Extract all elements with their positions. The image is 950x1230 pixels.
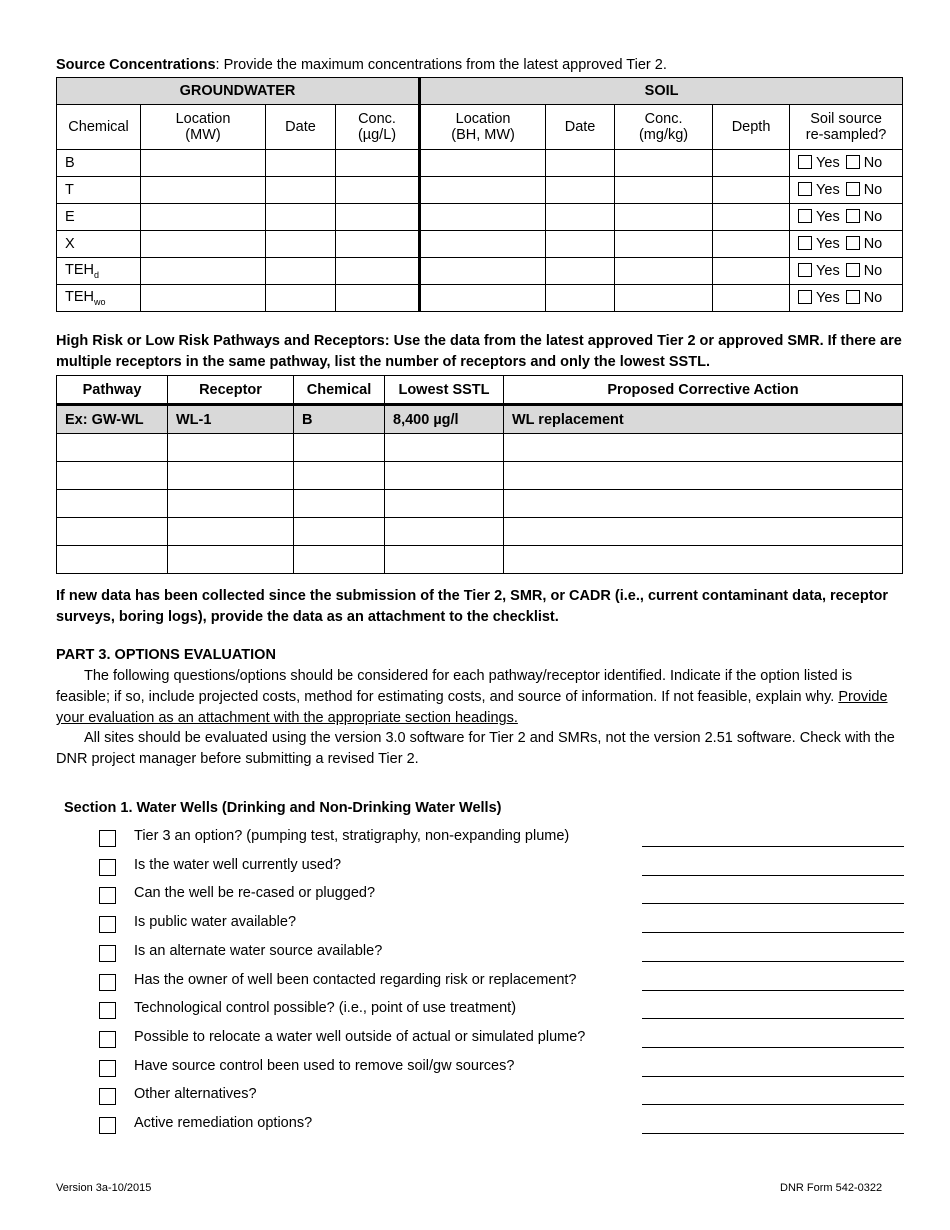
no-checkbox[interactable] bbox=[846, 182, 860, 196]
gw-conc-cell[interactable] bbox=[336, 150, 420, 177]
chemical-row bbox=[57, 177, 903, 204]
col-receptor: Receptor bbox=[168, 376, 294, 405]
yes-label: Yes bbox=[816, 155, 840, 171]
pathway-cell[interactable] bbox=[57, 434, 168, 462]
resampled-cell bbox=[790, 231, 903, 258]
answer-line[interactable] bbox=[642, 1133, 904, 1134]
yes-checkbox[interactable] bbox=[798, 236, 812, 250]
pathway-entry-row bbox=[57, 518, 903, 546]
sstl-cell[interactable] bbox=[385, 546, 504, 574]
option-checkbox[interactable] bbox=[99, 916, 116, 933]
gw-conc-cell[interactable] bbox=[336, 258, 420, 285]
chemical-row bbox=[57, 231, 903, 258]
chemical-symbol: B bbox=[65, 155, 75, 171]
answer-line[interactable] bbox=[642, 875, 904, 876]
soil-conc-cell[interactable] bbox=[615, 258, 713, 285]
yes-checkbox[interactable] bbox=[798, 155, 812, 169]
gw-location-cell[interactable] bbox=[141, 231, 266, 258]
col-soil-conc-line1: Conc. bbox=[644, 111, 683, 127]
answer-line[interactable] bbox=[642, 990, 904, 991]
col-chemical: Chemical bbox=[294, 376, 385, 405]
depth-cell[interactable] bbox=[713, 150, 790, 177]
soil-conc-cell[interactable] bbox=[615, 231, 713, 258]
no-label: No bbox=[863, 209, 883, 225]
source-heading-bold: Source Concentrations bbox=[56, 57, 216, 73]
option-label: Have source control been used to remove soil/gw sources? bbox=[134, 1057, 515, 1074]
option-label: Is an alternate water source available? bbox=[134, 942, 383, 959]
part3-para1-underlined: Provide your evaluation as an attachment with the appropriate section headings. bbox=[56, 689, 888, 726]
checklist-item bbox=[99, 1115, 904, 1144]
soil-conc-cell[interactable] bbox=[615, 177, 713, 204]
checklist-item bbox=[99, 1058, 904, 1087]
soil-location-cell[interactable] bbox=[420, 177, 546, 204]
soil-location-cell[interactable] bbox=[420, 204, 546, 231]
yes-checkbox[interactable] bbox=[798, 290, 812, 304]
col-chemical: Chemical bbox=[57, 105, 141, 150]
soil-date-cell[interactable] bbox=[546, 177, 615, 204]
gw-conc-cell[interactable] bbox=[336, 285, 420, 312]
answer-line[interactable] bbox=[642, 1076, 904, 1077]
answer-line[interactable] bbox=[642, 932, 904, 933]
col-pathway: Pathway bbox=[57, 376, 168, 405]
option-checkbox[interactable] bbox=[99, 974, 116, 991]
resampled-cell bbox=[790, 285, 903, 312]
checklist-item bbox=[99, 828, 904, 857]
yes-checkbox[interactable] bbox=[798, 209, 812, 223]
part3-paragraph-1 bbox=[56, 666, 906, 729]
option-checkbox[interactable] bbox=[99, 1031, 116, 1048]
gw-date-cell[interactable] bbox=[266, 231, 336, 258]
depth-cell[interactable] bbox=[713, 258, 790, 285]
chemical-name bbox=[57, 150, 141, 177]
chemical-name bbox=[57, 177, 141, 204]
gw-location-cell[interactable] bbox=[141, 204, 266, 231]
resampled-cell bbox=[790, 258, 903, 285]
example-pathway: Ex: GW-WL bbox=[57, 405, 168, 434]
chemical-symbol: X bbox=[65, 236, 75, 252]
col-resampled-line2: re-sampled? bbox=[805, 127, 887, 143]
resampled-cell bbox=[790, 204, 903, 231]
no-label: No bbox=[863, 155, 883, 171]
chemical-name bbox=[57, 204, 141, 231]
pathway-entry-row bbox=[57, 462, 903, 490]
answer-line[interactable] bbox=[642, 903, 904, 904]
chemical-subscript: d bbox=[94, 269, 100, 280]
groundwater-header: GROUNDWATER bbox=[57, 78, 420, 105]
option-label: Has the owner of well been contacted regarding risk or replacement? bbox=[134, 971, 577, 988]
receptor-cell[interactable] bbox=[168, 518, 294, 546]
pathway-entry-row bbox=[57, 546, 903, 574]
chemical-row bbox=[57, 204, 903, 231]
col-gw-location-line2: (MW) bbox=[185, 127, 221, 143]
gw-location-cell[interactable] bbox=[141, 285, 266, 312]
checklist-item bbox=[99, 1029, 904, 1058]
col-resampled-line1: Soil source bbox=[810, 111, 882, 127]
col-soil-date: Date bbox=[546, 105, 615, 150]
col-soil-location-line1: Location bbox=[455, 111, 511, 127]
answer-line[interactable] bbox=[642, 961, 904, 962]
col-gw-date: Date bbox=[266, 105, 336, 150]
option-label: Tier 3 an option? (pumping test, stratigraphy, non-expanding plume) bbox=[134, 828, 570, 844]
receptor-cell[interactable] bbox=[168, 546, 294, 574]
part3-title: PART 3. OPTIONS EVALUATION bbox=[56, 647, 276, 663]
soil-header: SOIL bbox=[420, 78, 903, 105]
option-checkbox[interactable] bbox=[99, 1117, 116, 1134]
new-data-note: If new data has been collected since the submission of the Tier 2, SMR, or CADR (i.e., current contaminant data, receptor surveys, boring logs), provide the data as an attachment to the checklist. bbox=[56, 588, 889, 625]
soil-location-cell[interactable] bbox=[420, 231, 546, 258]
option-label: Can the well be re-cased or plugged? bbox=[134, 885, 376, 902]
option-label: Is public water available? bbox=[134, 914, 297, 931]
soil-date-cell[interactable] bbox=[546, 258, 615, 285]
no-checkbox[interactable] bbox=[846, 155, 860, 169]
option-checkbox[interactable] bbox=[99, 830, 116, 847]
soil-date-cell[interactable] bbox=[546, 285, 615, 312]
yes-label: Yes bbox=[816, 290, 840, 306]
col-depth: Depth bbox=[713, 105, 790, 150]
option-checkbox[interactable] bbox=[99, 945, 116, 962]
gw-location-cell[interactable] bbox=[141, 150, 266, 177]
chemical-subscript: wo bbox=[94, 296, 106, 307]
pathway-cell[interactable] bbox=[57, 490, 168, 518]
col-lowest-sstl: Lowest SSTL bbox=[385, 376, 504, 405]
col-gw-conc-line2: (µg/L) bbox=[357, 127, 397, 143]
action-cell[interactable] bbox=[504, 434, 903, 462]
option-checkbox[interactable] bbox=[99, 1002, 116, 1019]
no-label: No bbox=[863, 263, 883, 279]
checklist-item bbox=[99, 1086, 904, 1115]
option-label: Possible to relocate a water well outside of actual or simulated plume? bbox=[134, 1028, 586, 1045]
col-gw-conc-line1: Conc. bbox=[358, 111, 396, 127]
receptor-cell[interactable] bbox=[168, 490, 294, 518]
checklist-item bbox=[99, 943, 904, 972]
no-checkbox[interactable] bbox=[846, 209, 860, 223]
chemical-row bbox=[57, 285, 903, 312]
chemical-cell[interactable] bbox=[294, 490, 385, 518]
footer-form-number: DNR Form 542-0322 bbox=[780, 1182, 883, 1194]
sstl-cell[interactable] bbox=[385, 490, 504, 518]
col-gw-location bbox=[141, 105, 266, 150]
action-cell[interactable] bbox=[504, 490, 903, 518]
source-concentrations-heading bbox=[56, 57, 667, 73]
soil-location-cell[interactable] bbox=[420, 150, 546, 177]
no-label: No bbox=[863, 182, 883, 198]
checklist-item bbox=[99, 914, 904, 943]
gw-date-cell[interactable] bbox=[266, 258, 336, 285]
option-checkbox[interactable] bbox=[99, 859, 116, 876]
option-label: Is the water well currently used? bbox=[134, 856, 342, 873]
yes-checkbox[interactable] bbox=[798, 182, 812, 196]
depth-cell[interactable] bbox=[713, 177, 790, 204]
option-label: Technological control possible? (i.e., point of use treatment) bbox=[134, 1000, 517, 1017]
resampled-cell bbox=[790, 150, 903, 177]
section1-title: Section 1. Water Wells (Drinking and Non-Drinking Water Wells) bbox=[64, 800, 502, 816]
no-label: No bbox=[863, 236, 883, 252]
chemical-name bbox=[57, 258, 141, 285]
example-action: WL replacement bbox=[504, 405, 903, 434]
yes-checkbox[interactable] bbox=[798, 263, 812, 277]
no-checkbox[interactable] bbox=[846, 263, 860, 277]
option-checkbox[interactable] bbox=[99, 887, 116, 904]
source-concentrations-table bbox=[56, 77, 903, 312]
soil-conc-cell[interactable] bbox=[615, 150, 713, 177]
soil-date-cell[interactable] bbox=[546, 231, 615, 258]
yes-label: Yes bbox=[816, 263, 840, 279]
pathway-cell[interactable] bbox=[57, 518, 168, 546]
answer-line[interactable] bbox=[642, 1104, 904, 1105]
chemical-row bbox=[57, 258, 903, 285]
chemical-row bbox=[57, 150, 903, 177]
checklist-item bbox=[99, 1000, 904, 1029]
chemical-cell[interactable] bbox=[294, 462, 385, 490]
example-sstl: 8,400 µg/l bbox=[385, 405, 504, 434]
gw-date-cell[interactable] bbox=[266, 150, 336, 177]
col-gw-location-line1: Location bbox=[175, 111, 231, 127]
sstl-cell[interactable] bbox=[385, 434, 504, 462]
chemical-cell[interactable] bbox=[294, 546, 385, 574]
resampled-cell bbox=[790, 177, 903, 204]
col-soil-location bbox=[420, 105, 546, 150]
answer-line[interactable] bbox=[642, 846, 904, 847]
pathway-entry-row bbox=[57, 434, 903, 462]
yes-label: Yes bbox=[816, 236, 840, 252]
sstl-cell[interactable] bbox=[385, 462, 504, 490]
action-cell[interactable] bbox=[504, 518, 903, 546]
no-label: No bbox=[863, 290, 883, 306]
soil-conc-cell[interactable] bbox=[615, 204, 713, 231]
gw-date-cell[interactable] bbox=[266, 285, 336, 312]
receptor-cell[interactable] bbox=[168, 434, 294, 462]
part3-para1-text: The following questions/options should be considered for each pathway/receptor identified. Indicate if the option listed is feasible; if so, include projected costs, method for estimating costs, and source of information. If not feasible, explain why. bbox=[56, 668, 853, 705]
soil-conc-cell[interactable] bbox=[615, 285, 713, 312]
pathways-table bbox=[56, 375, 903, 574]
chemical-cell[interactable] bbox=[294, 518, 385, 546]
pathway-cell[interactable] bbox=[57, 462, 168, 490]
source-heading-rest: : Provide the maximum concentrations from the latest approved Tier 2. bbox=[215, 57, 667, 73]
pathways-heading: High Risk or Low Risk Pathways and Receptors: Use the data from the latest approved Tier 2 or approved SMR. If there are multiple receptors in the same pathway, list the number of receptors and only the lowest SSTL. bbox=[56, 333, 902, 370]
pathway-cell[interactable] bbox=[57, 546, 168, 574]
col-soil-location-line2: (BH, MW) bbox=[451, 127, 515, 143]
no-checkbox[interactable] bbox=[846, 236, 860, 250]
receptor-cell[interactable] bbox=[168, 462, 294, 490]
option-checkbox[interactable] bbox=[99, 1060, 116, 1077]
col-soil-conc bbox=[615, 105, 713, 150]
chemical-symbol: E bbox=[65, 209, 75, 225]
gw-conc-cell[interactable] bbox=[336, 177, 420, 204]
depth-cell[interactable] bbox=[713, 285, 790, 312]
option-checkbox[interactable] bbox=[99, 1088, 116, 1105]
checklist-item bbox=[99, 972, 904, 1001]
gw-conc-cell[interactable] bbox=[336, 204, 420, 231]
chemical-symbol: TEH bbox=[65, 289, 94, 306]
chemical-symbol: T bbox=[65, 182, 74, 198]
part3-paragraph-2: All sites should be evaluated using the version 3.0 software for Tier 2 and SMRs, not the version 2.51 software. Check with the DNR project manager before submitting a revised Tier 2. bbox=[56, 730, 895, 767]
col-resampled bbox=[790, 105, 903, 150]
soil-location-cell[interactable] bbox=[420, 285, 546, 312]
gw-conc-cell[interactable] bbox=[336, 231, 420, 258]
checklist-item bbox=[99, 857, 904, 886]
yes-label: Yes bbox=[816, 182, 840, 198]
gw-date-cell[interactable] bbox=[266, 177, 336, 204]
action-cell[interactable] bbox=[504, 462, 903, 490]
yes-label: Yes bbox=[816, 209, 840, 225]
answer-line[interactable] bbox=[642, 1047, 904, 1048]
answer-line[interactable] bbox=[642, 1018, 904, 1019]
col-soil-conc-line2: (mg/kg) bbox=[638, 127, 689, 143]
depth-cell[interactable] bbox=[713, 231, 790, 258]
example-receptor: WL-1 bbox=[168, 405, 294, 434]
example-chemical: B bbox=[294, 405, 385, 434]
pathway-entry-row bbox=[57, 490, 903, 518]
col-gw-conc bbox=[336, 105, 420, 150]
option-label: Active remediation options? bbox=[134, 1115, 313, 1131]
sstl-cell[interactable] bbox=[385, 518, 504, 546]
chemical-cell[interactable] bbox=[294, 434, 385, 462]
no-checkbox[interactable] bbox=[846, 290, 860, 304]
gw-date-cell[interactable] bbox=[266, 204, 336, 231]
soil-location-cell[interactable] bbox=[420, 258, 546, 285]
gw-location-cell[interactable] bbox=[141, 258, 266, 285]
col-corrective-action: Proposed Corrective Action bbox=[504, 376, 903, 405]
action-cell[interactable] bbox=[504, 546, 903, 574]
soil-date-cell[interactable] bbox=[546, 204, 615, 231]
chemical-name bbox=[57, 285, 141, 312]
gw-location-cell[interactable] bbox=[141, 177, 266, 204]
chemical-symbol: TEH bbox=[65, 262, 94, 279]
option-label: Other alternatives? bbox=[134, 1086, 257, 1103]
depth-cell[interactable] bbox=[713, 204, 790, 231]
soil-date-cell[interactable] bbox=[546, 150, 615, 177]
example-row bbox=[57, 405, 903, 434]
footer-version: Version 3a-10/2015 bbox=[56, 1182, 152, 1194]
chemical-name bbox=[57, 231, 141, 258]
checklist-item bbox=[99, 885, 904, 914]
